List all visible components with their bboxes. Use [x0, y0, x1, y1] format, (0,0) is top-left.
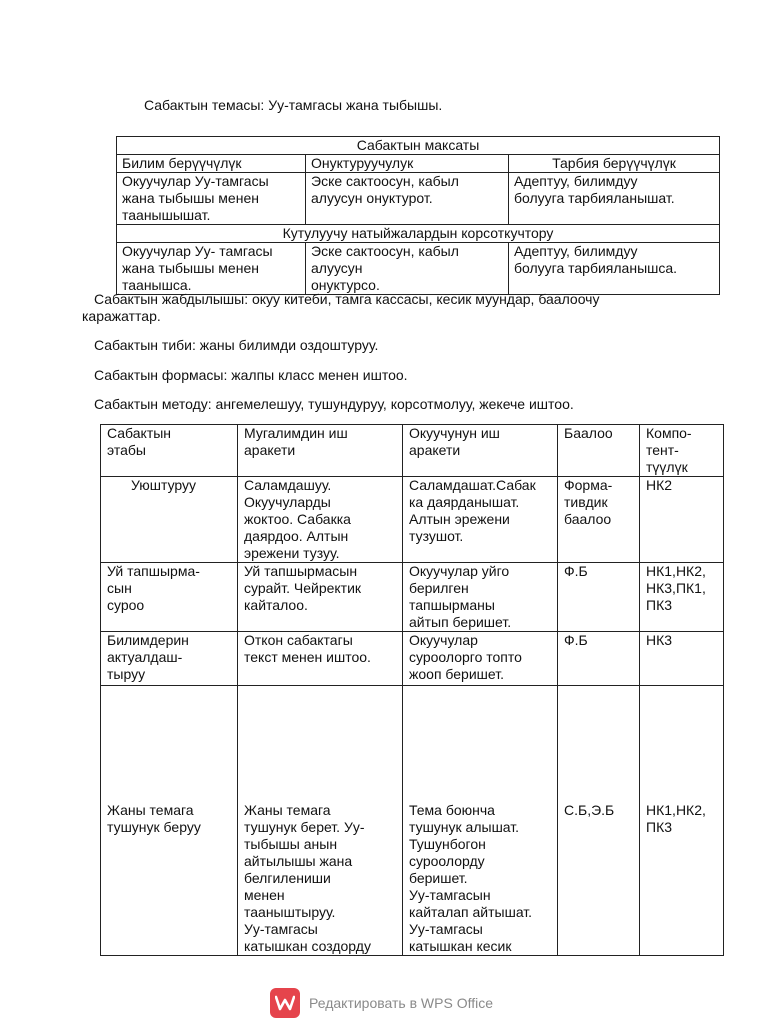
- goals-header-row: [117, 155, 720, 173]
- wps-logo-icon: [270, 988, 300, 1018]
- goals-header-development: Онуктуруучулук: [306, 155, 509, 173]
- table-row: [101, 632, 724, 686]
- expected-title-row: [117, 225, 720, 243]
- lesson-method: Сабактын методу: ангемелешуу, тушундуруу, корсотмолуу, жекече иштоо.: [94, 396, 574, 412]
- stages-table: [100, 424, 724, 956]
- stages-header-row: [101, 425, 724, 477]
- goal-cell-development: Эске сактоосун, кабыл алуусун онуктурот.: [306, 173, 509, 225]
- competence-cell: НК3: [640, 632, 724, 686]
- competence-cell: НК1,НК2, НК3,ПК1, ПК3: [640, 563, 724, 632]
- table-row: [101, 477, 724, 563]
- wps-edit-banner[interactable]: [270, 988, 493, 1018]
- stages-header-student: Окуучунун иш аракети: [403, 425, 558, 477]
- goal-cell-upbringing: Адептуу, билимдуу болууга тарбияланышат.: [509, 173, 720, 225]
- equipment-line-2: каражаттар.: [82, 308, 161, 324]
- assessment-cell: С.Б,Э.Б: [558, 686, 640, 956]
- lesson-topic: Сабактын темасы: Уу-тамгасы жана тыбышы.: [144, 97, 443, 113]
- assessment-cell: Ф.Б: [558, 563, 640, 632]
- expected-cell-development: Эске сактоосун, кабыл алуусун онуктурсо.: [306, 243, 509, 295]
- lesson-form: Сабактын формасы: жалпы класс менен иштоо.: [94, 367, 408, 383]
- student-cell: Саламдашат.Сабак ка даярданышат. Алтын эрежени тузушот.: [403, 477, 558, 563]
- teacher-cell: Саламдашуу. Окуучуларды жоктоо. Сабакка даярдоо. Алтын эрежени тузуу.: [238, 477, 403, 563]
- stages-header-stage: Сабактын этабы: [101, 425, 238, 477]
- goals-row: [117, 173, 720, 225]
- teacher-cell: Жаны темага тушунук берет. Уу- тыбышы анын айтылышы жана белгилениши менен тааныштыруу. Уу-тамгасы катышкан создорду: [238, 686, 403, 956]
- expected-cell-upbringing: Адептуу, билимдуу болууга тарбияланышса.: [509, 243, 720, 295]
- teacher-cell: Уй тапшырмасын сурайт. Чейректик кайталоо.: [238, 563, 403, 632]
- goal-cell-education: Окуучулар Уу-тамгасы жана тыбышы менен таанышышат.: [117, 173, 306, 225]
- stages-header-competence: Компо- тент- түүлүк: [640, 425, 724, 477]
- teacher-cell: Откон сабактагы текст менен иштоо.: [238, 632, 403, 686]
- stage-cell: Уй тапшырма- сын суроо: [101, 563, 238, 632]
- goals-table: [116, 136, 720, 295]
- stages-header-teacher: Мугалимдин иш аракети: [238, 425, 403, 477]
- assessment-cell: Форма- тивдик баалоо: [558, 477, 640, 563]
- student-cell: Окуучулар уйго берилген тапшырманы айтып беришет.: [403, 563, 558, 632]
- goals-title: Сабактын максаты: [117, 137, 720, 155]
- goals-header-education: Билим берүүчүлүк: [117, 155, 306, 173]
- table-row: [101, 563, 724, 632]
- table-row: [101, 686, 724, 956]
- equipment-line-1: Сабактын жабдылышы: окуу китеби, тамга кассасы, кесик муундар, баалоочу: [94, 291, 600, 307]
- stage-cell: Жаны темага тушунук беруу: [101, 686, 238, 956]
- expected-cell-education: Окуучулар Уу- тамгасы жана тыбышы менен таанышса.: [117, 243, 306, 295]
- goals-title-row: [117, 137, 720, 155]
- assessment-cell: Ф.Б: [558, 632, 640, 686]
- student-cell: Окуучулар суроолорго топто жооп беришет.: [403, 632, 558, 686]
- student-cell: Тема боюнча тушунук алышат. Тушунбогон суроолорду беришет. Уу-тамгасын кайталап айтышат. Уу-тамгасы катышкан кесик: [403, 686, 558, 956]
- lesson-type: Сабактын тиби: жаны билимди оздоштуруу.: [94, 337, 379, 353]
- expected-results-title: Кутулуучу натыйжалардын корсоткучтору: [117, 225, 720, 243]
- stage-cell: Билимдерин актуалдаш- тыруу: [101, 632, 238, 686]
- wps-edit-label[interactable]: Редактировать в WPS Office: [309, 995, 494, 1011]
- expected-row: [117, 243, 720, 295]
- competence-cell: НК2: [640, 477, 724, 563]
- competence-cell: НК1,НК2, ПК3: [640, 686, 724, 956]
- stage-cell: Уюштуруу: [101, 477, 238, 563]
- goals-header-upbringing: Тарбия берүүчүлүк: [509, 155, 720, 173]
- stages-header-assessment: Баалоо: [558, 425, 640, 477]
